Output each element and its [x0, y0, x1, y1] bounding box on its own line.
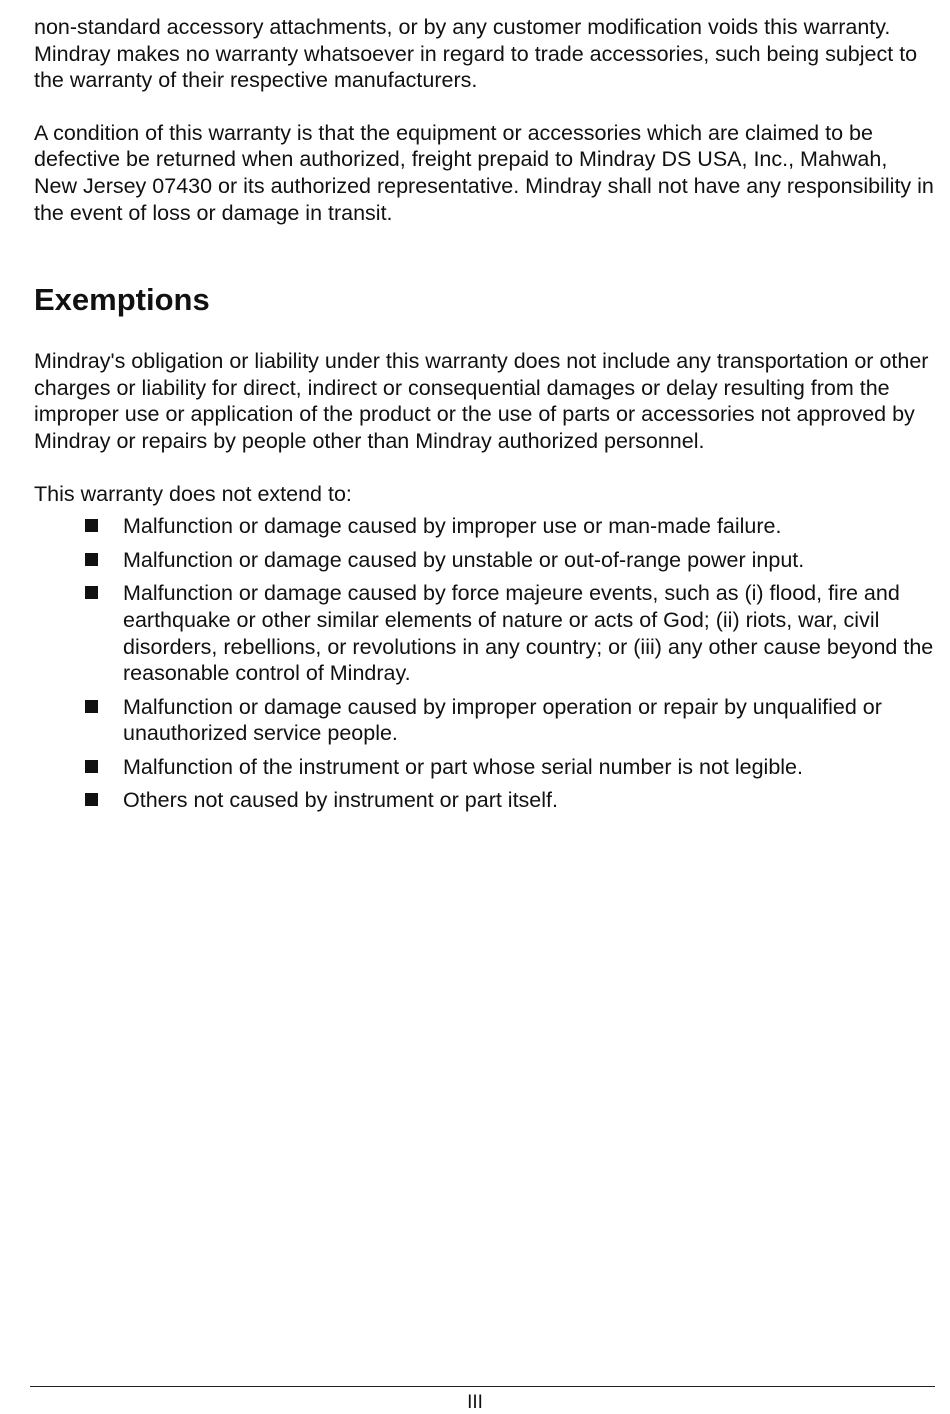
list-item: [34, 547, 934, 574]
list-item-text: Malfunction or damage caused by unstable or out-of-range power input.: [123, 547, 805, 572]
list-item-text: Malfunction or damage caused by force majeure events, such as (i) flood, fire and earthquake or other similar elements of nature or acts of God; (ii) riots, war, civil disorders, rebellions, or revolutions in any country; or (iii) any other cause beyond the reasonable control of Mindray.: [123, 581, 934, 686]
square-bullet-icon: [85, 519, 98, 532]
page-number: III: [467, 1392, 483, 1413]
list-item: [34, 787, 934, 814]
list-item-text: Malfunction or damage caused by improper use or man-made failure.: [123, 514, 782, 539]
exemptions-paragraph-obligation: Mindray's obligation or liability under this warranty does not include any transportation or other charges or liability for direct, indirect or consequential damages or delay resulting from the improper use or application of the product or the use of parts or accessories not approved by Mindray or repairs by people other than Mindray authorized personnel.: [34, 349, 929, 453]
list-item-text: Malfunction of the instrument or part whose serial number is not legible.: [123, 754, 803, 779]
square-bullet-icon: [85, 793, 98, 806]
warranty-paragraph-accessories: non-standard accessory attachments, or by any customer modification voids this warranty. Mindray makes no warranty whatsoever in regard to trade accessories, such being subject to the warranty of their respective manufacturers.: [34, 15, 918, 93]
square-bullet-icon: [85, 586, 98, 599]
exemptions-list: [34, 513, 934, 814]
square-bullet-icon: [85, 553, 98, 566]
section-heading-exemptions: Exemptions: [34, 282, 210, 318]
footer-divider: [30, 1386, 935, 1387]
document-page: [34, 14, 934, 821]
list-item: [34, 694, 934, 747]
list-item-text: Malfunction or damage caused by improper operation or repair by unqualified or unauthorized service people.: [123, 694, 882, 746]
list-item-text: Others not caused by instrument or part itself.: [123, 788, 558, 813]
list-item: [34, 754, 934, 781]
warranty-paragraph-returns: A condition of this warranty is that the equipment or accessories which are claimed to be defective be returned when authorized, freight prepaid to Mindray DS USA, Inc., Mahwah, New Jersey 07430 or its authorized representative. Mindray shall not have any responsibility in the event of loss or damage in transit.: [34, 120, 934, 225]
list-item: [34, 513, 934, 540]
square-bullet-icon: [85, 760, 98, 773]
list-item: [34, 580, 934, 686]
square-bullet-icon: [85, 700, 98, 713]
exemptions-list-intro: This warranty does not extend to:: [34, 481, 352, 506]
